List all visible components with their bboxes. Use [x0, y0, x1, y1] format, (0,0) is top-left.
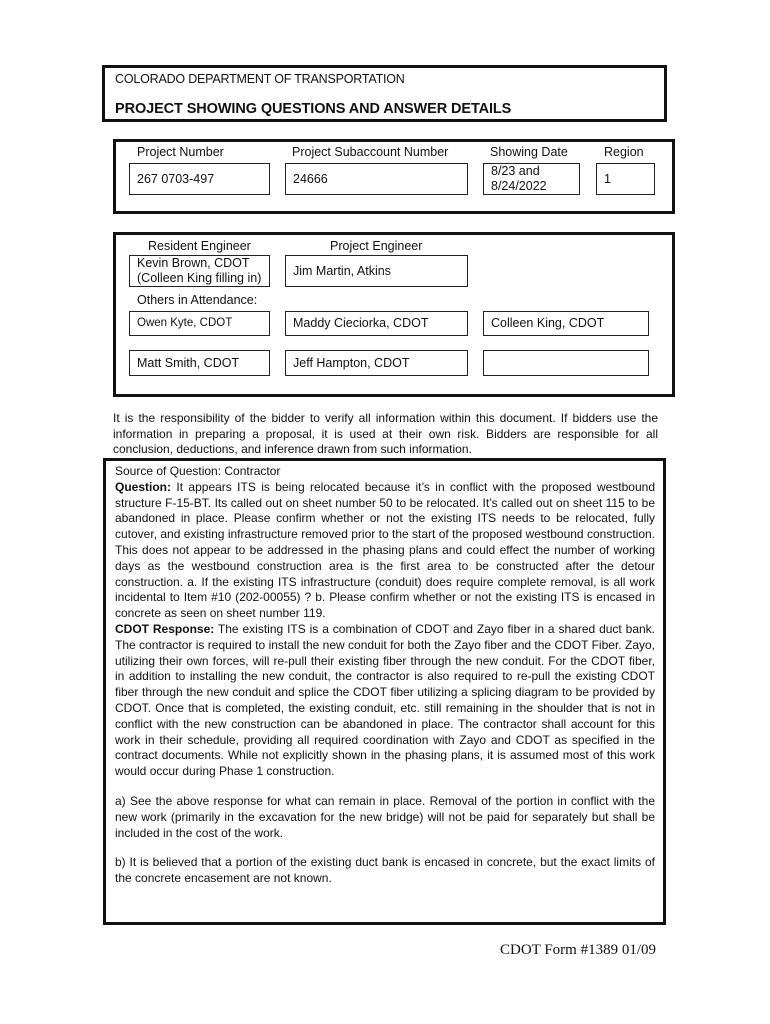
attendee-field[interactable]: [129, 350, 270, 376]
question-text: It appears ITS is being relocated because it’s in conflict with the proposed westbound structure F-15-BT. Its called out on sheet number 50 to be relocated. It’s called out on sheet 115 to be abandoned in place. Please confirm whether or not the existing ITS needs to be relocated, fully cutover, and existing infrastructure removed prior to the start of the proposed westbound construction. This does not appear to be addressed in the phasing plans and could effect the number of working days as the westbound construction area is the first area to be constructed after the detour construction. a. If the existing ITS infrastructure (conduit) does require complete removal, is all work incidental to Item #10 (202-00055) ? b. Please confirm whether or not the existing ITS is encased in concrete as seen on sheet number 119.: [115, 479, 655, 621]
question-paragraph: [115, 480, 655, 622]
project-number-label: Project Number: [137, 145, 224, 159]
answer-a: a) See the above response for what can remain in place. Removal of the portion in conflict with the new work (primarily in the excavation for the new bridge) will not be paid for separately but shall be included in the cost of the work.: [115, 793, 655, 840]
showing-date-line2: 8/24/2022: [491, 179, 547, 193]
project-engineer-field[interactable]: [285, 255, 468, 287]
response-paragraph: [115, 622, 655, 780]
project-engineer-value: Jim Martin, Atkins: [293, 263, 391, 278]
project-subaccount-field[interactable]: [285, 163, 468, 195]
attendee-field[interactable]: [129, 311, 270, 336]
resident-engineer-line1: Kevin Brown, CDOT: [137, 256, 250, 270]
project-number-field[interactable]: [129, 163, 270, 195]
showing-date-line1: 8/23 and: [491, 164, 540, 178]
region-label: Region: [604, 145, 644, 159]
attendee-field[interactable]: [285, 350, 468, 376]
region-field[interactable]: [596, 163, 655, 195]
attendance-label: Others in Attendance:: [137, 293, 258, 307]
resident-engineer-label: Resident Engineer: [148, 239, 251, 253]
resident-engineer-field[interactable]: [129, 255, 270, 287]
project-subaccount-label: Project Subaccount Number: [292, 145, 449, 159]
response-label: CDOT Response:: [115, 621, 215, 636]
attendee-field[interactable]: [285, 311, 468, 336]
showing-date-field[interactable]: [483, 163, 580, 195]
page-title: PROJECT SHOWING QUESTIONS AND ANSWER DETAILS: [115, 101, 512, 117]
disclaimer-text: It is the responsibility of the bidder to verify all information within this document. If bidders use the information in preparing a proposal, it is used at their own risk. Bidders are responsible for all conclusion, deductions, and inference drawn from such information.: [113, 411, 658, 456]
attendee-name: Maddy Cieciorka, CDOT: [293, 316, 429, 330]
attendee-field[interactable]: [483, 311, 649, 336]
resident-engineer-line2: (Colleen King filling in): [137, 271, 262, 285]
qa-box: [103, 458, 666, 925]
showing-date-label: Showing Date: [490, 145, 568, 159]
response-text: The existing ITS is a combination of CDOT and Zayo fiber in a shared duct bank. The contractor is required to install the new conduit for both the Zayo fiber and the CDOT Fiber. Zayo, utilizing their own forces, will re-pull their existing fiber through the new conduit. For the CDOT fiber, in addition to installing the new conduit, the contractor is also required to re-pull the existing CDOT fiber through the new conduit and splice the CDOT fiber utilizing a splicing diagram to be provided by CDOT. Once that is completed, the existing conduit, etc. still remaining in the shoulder that is not in conflict with the new construction can be abandoned in place. The contractor shall account for this work in their schedule, providing all required coordination with Zayo and CDOT as specified in the contract documents. While not explicitly shown in the phasing plans, it is assumed most of this work would occur during Phase 1 construction.: [115, 621, 655, 779]
attendee-name: Jeff Hampton, CDOT: [293, 355, 410, 370]
answer-b: b) It is believed that a portion of the existing duct bank is encased in concrete, but the exact limits of the concrete encasement are not known.: [115, 855, 655, 886]
attendee-name: Colleen King, CDOT: [491, 316, 605, 330]
form-number: CDOT Form #1389 01/09: [500, 942, 656, 958]
region-value: 1: [604, 171, 611, 186]
header-box: [102, 65, 667, 122]
project-subaccount-value: 24666: [293, 171, 328, 186]
department-name: COLORADO DEPARTMENT OF TRANSPORTATION: [115, 72, 405, 86]
question-label: Question:: [115, 479, 171, 494]
attendee-name: Matt Smith, CDOT: [137, 355, 240, 370]
attendee-name: Owen Kyte, CDOT: [137, 317, 233, 329]
project-engineer-label: Project Engineer: [330, 239, 423, 253]
question-source: Source of Question: Contractor: [115, 464, 281, 478]
attendee-field-empty[interactable]: [483, 350, 649, 376]
project-number-value: 267 0703-497: [137, 171, 215, 186]
